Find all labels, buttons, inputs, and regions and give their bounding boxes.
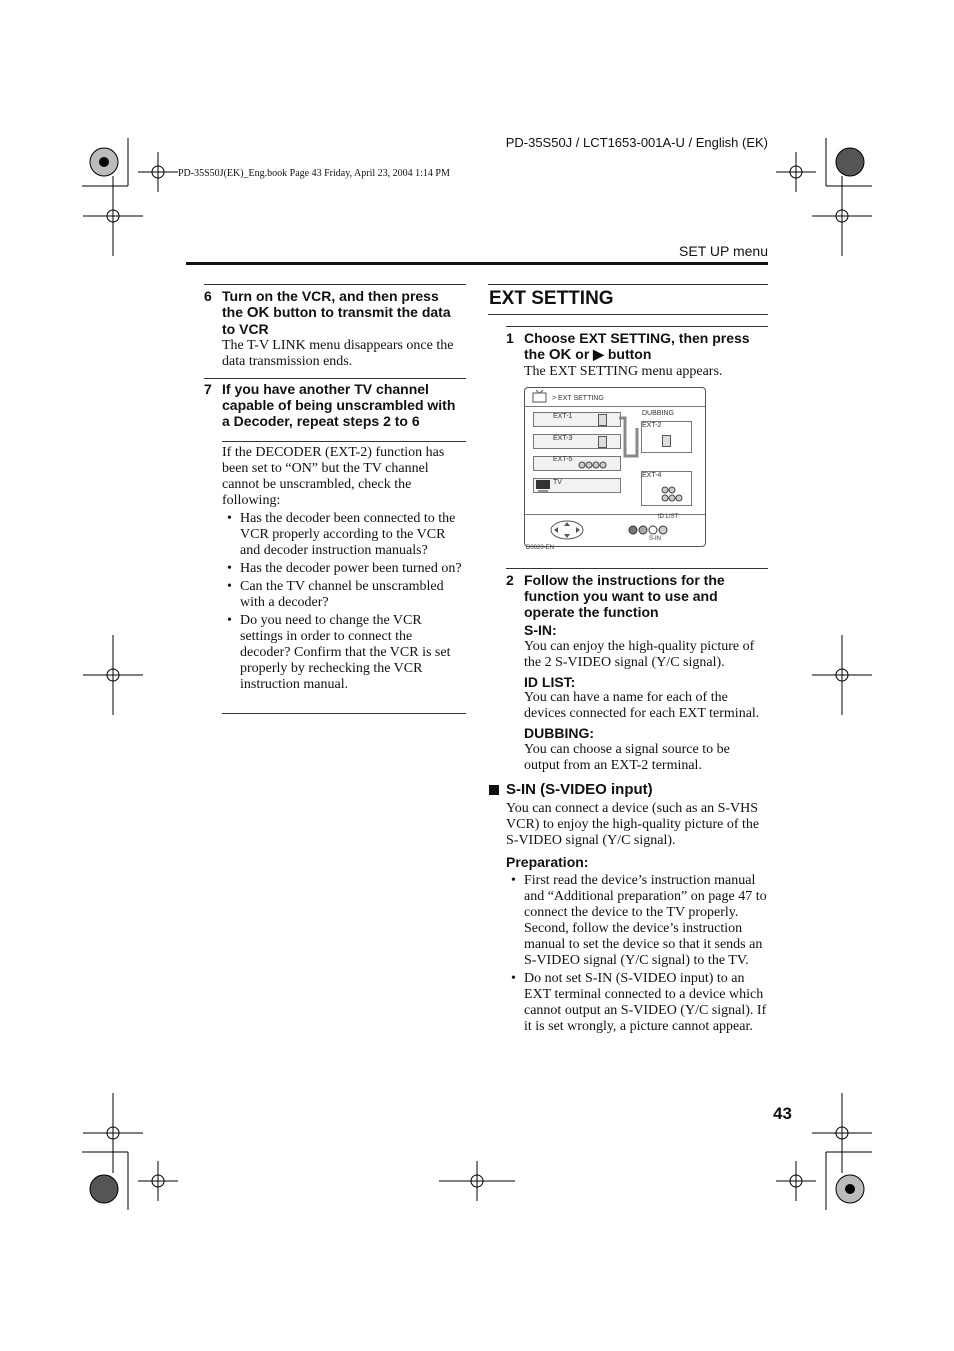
- step-number: 1: [506, 330, 514, 346]
- list-item: • Has the decoder power been turned on?: [222, 561, 466, 577]
- function-text-s-in: You can enjoy the high-quality picture of the 2 S-VIDEO signal (Y/C signal).: [524, 639, 755, 670]
- divider: [488, 284, 768, 285]
- navigation-pad-icon: [549, 519, 585, 541]
- document-id: PD-35S50J / LCT1653-001A-U / English (EK): [505, 135, 768, 150]
- s-in-heading: S-IN (S-VIDEO input): [506, 781, 653, 798]
- step-text: to VCR: [222, 321, 269, 337]
- ext2-box: [641, 421, 692, 453]
- menu-item-tv: [533, 478, 621, 493]
- list-item: • Has the decoder been connected to the VCR properly according to the VCR and decoder instruction manuals?: [222, 511, 466, 559]
- preparation-list: [506, 873, 768, 1037]
- scart-icon: [598, 414, 607, 426]
- square-bullet-icon: [489, 785, 499, 795]
- divider: [506, 326, 768, 327]
- ext-setting-menu: [524, 387, 706, 547]
- menu-item-label: EXT-1: [553, 413, 573, 420]
- ext4-box: [641, 471, 692, 506]
- divider: [506, 568, 768, 569]
- divider: [204, 378, 466, 379]
- ok-button-icon: OK: [548, 346, 572, 363]
- scart-icon: [662, 435, 671, 447]
- step-1: [506, 330, 768, 364]
- preparation-label: Preparation:: [506, 854, 589, 870]
- step-text: button: [607, 346, 652, 362]
- step-6-body: The T-V LINK menu disappears once the data transmission ends.: [222, 338, 454, 369]
- step-7: [204, 381, 466, 431]
- list-item: • Can the TV channel be unscrambled with a decoder?: [222, 579, 466, 611]
- list-item: • Do not set S-IN (S-VIDEO input) to an EXT terminal connected to a device which cannot output an S-VIDEO (Y/C signal). If it is set wrongly, a picture cannot appear.: [506, 971, 768, 1035]
- list-item: • Do you need to change the VCR settings in order to connect the decoder? Confirm that the VCR is set properly by rechecking the VCR instruction manual.: [222, 613, 466, 693]
- divider: [204, 284, 466, 285]
- id-list-label: ID LIST: [658, 514, 679, 520]
- scart-icon: [598, 436, 607, 448]
- step-number: 2: [506, 572, 514, 588]
- divider: [488, 314, 768, 315]
- header-rule: [186, 262, 768, 265]
- figure-code: D0020-EN: [526, 545, 555, 551]
- s-in-body: You can connect a device (such as an S-VHS VCR) to enjoy the high-quality picture of the S-VIDEO signal (Y/C signal).: [506, 801, 760, 848]
- s-in-label: S-IN: [649, 536, 661, 542]
- book-info: PD-35S50J(EK)_Eng.book Page 43 Friday, April 23, 2004 1:14 PM: [178, 168, 450, 179]
- step-text: If you have another TV channel capable of being unscrambled with a Decoder, repeat steps 2 to 6: [222, 381, 456, 429]
- divider: [222, 441, 466, 442]
- menu-item-label: EXT-2: [642, 422, 662, 429]
- tv-icon: [535, 479, 551, 492]
- step-text: Follow the instructions for the function you want to use and operate the function: [524, 572, 725, 620]
- menu-item-label: TV: [553, 479, 562, 486]
- checklist: [222, 511, 466, 695]
- step-text: button to transmit the data: [273, 304, 451, 320]
- list-item: • First read the device’s instruction manual and “Additional preparation” on page 47 to connect the device to the TV properly. Second, follow the device’s instruction manual to set the device so that it sends an S-VIDEO signal (Y/C signal) to the TV.: [506, 873, 768, 969]
- step-number: 7: [204, 381, 212, 397]
- dubbing-arrow: [619, 412, 643, 462]
- menu-item-label: EXT-5: [553, 456, 573, 463]
- menu-item-label: EXT-3: [553, 435, 573, 442]
- right-arrow-icon: ▶: [593, 346, 604, 362]
- menu-title: > EXT SETTING: [552, 395, 604, 402]
- step-1-body: The EXT SETTING menu appears.: [524, 364, 723, 379]
- menu-item-ext3: [533, 434, 621, 449]
- function-text-id-list: You can have a name for each of the devices connected for each EXT terminal.: [524, 690, 760, 721]
- function-text-dubbing: You can choose a signal source to be output from an EXT-2 terminal.: [524, 742, 730, 773]
- ok-button-icon: OK: [246, 304, 270, 321]
- step-text: Turn on the VCR, and then press: [222, 288, 439, 304]
- step-6: [204, 288, 466, 338]
- rca-jacks-icon: [578, 461, 608, 469]
- rca-jacks-icon: [661, 486, 685, 502]
- note-intro: If the DECODER (EXT-2) function has been set to “ON” but the TV channel cannot be unscrambled, check the following:: [222, 445, 445, 508]
- color-buttons-icon: [628, 522, 672, 536]
- tv-menu-icon: [532, 390, 548, 404]
- menu-item-ext5: [533, 456, 621, 471]
- step-number: 6: [204, 288, 212, 304]
- function-label-id-list: ID LIST:: [524, 674, 576, 690]
- menu-divider: [525, 406, 705, 407]
- section-label: SET UP menu: [679, 243, 768, 259]
- step-text: or: [575, 346, 590, 362]
- function-label-dubbing: DUBBING:: [524, 725, 594, 741]
- page-number: 43: [773, 1104, 792, 1123]
- step-2: [506, 572, 768, 622]
- menu-item-ext1: [533, 412, 621, 427]
- step-text: the: [524, 346, 545, 362]
- step-text: Choose EXT SETTING, then press: [524, 330, 750, 346]
- divider: [222, 713, 466, 714]
- dubbing-label: DUBBING: [642, 410, 674, 417]
- step-text: the: [222, 304, 243, 320]
- function-label-s-in: S-IN:: [524, 622, 557, 638]
- menu-item-label: EXT-4: [642, 472, 662, 479]
- section-title: EXT SETTING: [489, 288, 614, 309]
